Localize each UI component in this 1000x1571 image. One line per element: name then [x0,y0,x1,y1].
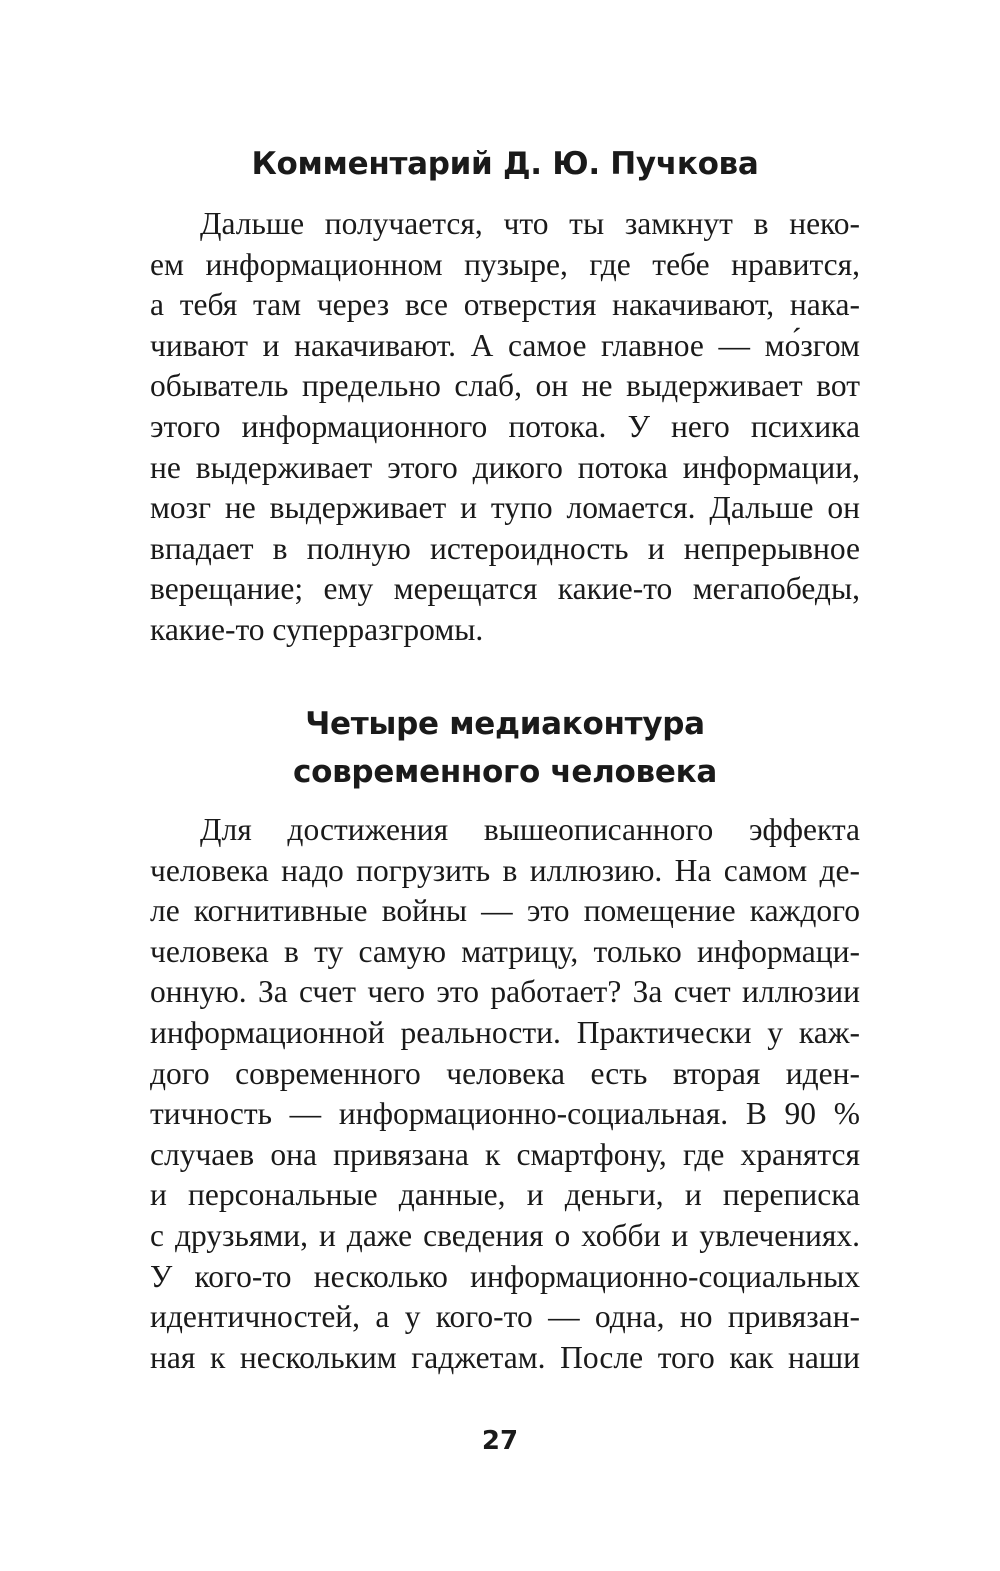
text-line: Для достижения вышеописанного эффекта [200,812,860,847]
text-line: какие-то суперразгромы. [150,611,484,647]
text-line: ле когнитивные войны — это помещение каждого [150,893,860,929]
text-line: онную. За счет чего это работает? За счет иллюзии [150,974,860,1010]
text-line: ная к нескольким гаджетам. После того как наши [150,1339,860,1375]
section-heading-media-contours [150,700,860,796]
section-heading-commentary: Комментарий Д. Ю. Пучкова [251,146,759,182]
heading-line: современного человека [293,754,717,790]
page-number: 27 [481,1426,519,1456]
text-line: с друзьями, и даже сведения о хобби и увлечениях. [150,1217,860,1253]
text-line: обыватель предельно слаб, он не выдерживает вот [150,368,860,404]
text-line: этого информационного потока. У него психика [150,408,860,444]
text-line: У кого-то несколько информационно-социальных [150,1258,860,1294]
text-line: впадает в полную истероидность и непрерывное [150,530,860,566]
text-line: верещание; ему мерещатся какие-то мегапобеды, [150,571,860,607]
text-line: а тебя там через все отверстия накачивают, нака- [150,287,860,323]
heading-line: Четыре медиаконтура [305,706,705,742]
text-line: тичность — информационно-социальная. В 90 % [150,1096,860,1132]
text-line: не выдерживает этого дикого потока информации, [150,449,860,485]
text-line: чивают и накачивают. А самое главное — мо́згом [150,327,860,363]
text-line: человека в ту самую матрицу, только информаци- [150,933,860,969]
text-line: человека надо погрузить в иллюзию. На самом де- [150,852,860,888]
text-line: Дальше получается, что ты замкнут в неко- [200,206,860,241]
text-line: и персональные данные, и деньги, и переписка [150,1177,860,1213]
text-line: информационной реальности. Практически у каж- [150,1014,860,1050]
text-line: идентичностей, а у кого-то — одна, но привязан- [150,1299,860,1335]
paragraph-media-contours [150,810,860,1378]
paragraph-commentary [150,204,860,651]
text-line: ем информационном пузыре, где тебе нравится, [150,246,860,282]
text-line: дого современного человека есть вторая иден- [150,1055,860,1091]
text-line: мозг не выдерживает и тупо ломается. Дальше он [150,490,860,526]
text-line: случаев она привязана к смартфону, где хранятся [150,1136,860,1172]
